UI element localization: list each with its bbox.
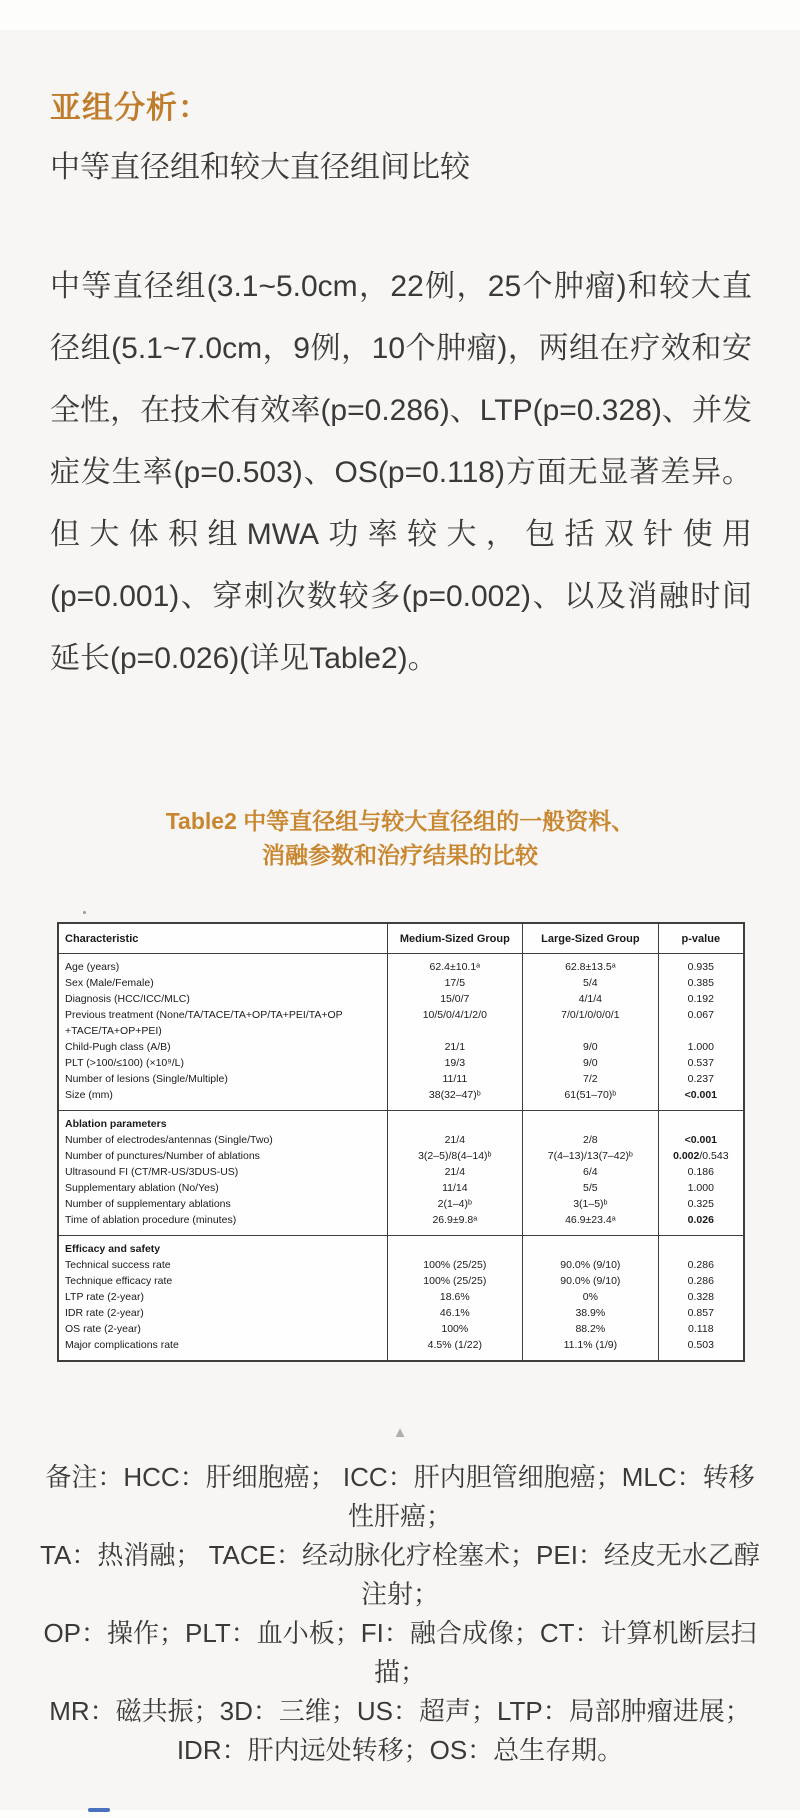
large-group-cell: 2/8: [523, 1132, 659, 1148]
large-group-cell: 38.9%: [523, 1305, 659, 1321]
medium-group-cell: 21/4: [387, 1132, 523, 1148]
characteristic-cell: Time of ablation procedure (minutes): [65, 1214, 237, 1226]
col-header-large-group: Large-Sized Group: [523, 923, 659, 954]
section-header-row: [58, 1111, 744, 1133]
medium-group-cell: 4.5% (1/22): [387, 1337, 523, 1361]
p-value-cell: 0.857: [658, 1305, 744, 1321]
medium-group-cell: 46.1%: [387, 1305, 523, 1321]
section-header-row: [58, 1236, 744, 1258]
large-group-cell: 5/5: [523, 1180, 659, 1196]
artifact-dot: [83, 911, 86, 914]
p-value-cell: 0.328: [658, 1289, 744, 1305]
characteristic-cell: Previous treatment (None/TA/TACE/TA+OP/TA+PEI/TA+OP +TACE/TA+OP+PEI): [65, 1009, 343, 1037]
p-value-cell: 1.000: [658, 1039, 744, 1055]
medium-group-cell: 11/14: [387, 1180, 523, 1196]
characteristic-cell: Number of lesions (Single/Multiple): [65, 1073, 228, 1085]
medium-group-cell: 21/4: [387, 1164, 523, 1180]
characteristic-cell: Age (years): [65, 961, 120, 973]
empty-cell: [658, 1236, 744, 1258]
p-value-cell: 0.385: [658, 975, 744, 991]
section-subtitle: 中等直径组和较大直径组间比较: [50, 151, 470, 184]
table-row: [58, 1321, 744, 1337]
large-group-cell: 7/0/1/0/0/0/1: [523, 1007, 659, 1039]
large-group-cell: 0%: [523, 1289, 659, 1305]
table-caption-line-1: Table2 中等直径组与较大直径组的一般资料、: [165, 808, 635, 834]
page-bottom-marker: [88, 1808, 110, 1812]
p-value-cell: 0.935: [658, 954, 744, 976]
footnote-line: IDR：肝内远处转移；OS：总生存期。: [176, 1735, 624, 1765]
characteristic-cell: Number of supplementary ablations: [65, 1198, 231, 1210]
characteristic-cell: Ultrasound FI (CT/MR-US/3DUS-US): [65, 1166, 239, 1178]
large-group-cell: 46.9±23.4ᵃ: [523, 1212, 659, 1236]
table-row: [58, 1289, 744, 1305]
table-row: [58, 1305, 744, 1321]
characteristic-cell: Technical success rate: [65, 1259, 171, 1271]
large-group-cell: 11.1% (1/9): [523, 1337, 659, 1361]
characteristic-cell: IDR rate (2-year): [65, 1307, 144, 1319]
empty-cell: [387, 1236, 523, 1258]
large-group-cell: 90.0% (9/10): [523, 1273, 659, 1289]
medium-group-cell: 17/5: [387, 975, 523, 991]
top-white-strip: [0, 0, 800, 30]
large-group-cell: 6/4: [523, 1164, 659, 1180]
empty-cell: [387, 1111, 523, 1133]
medium-group-cell: 38(32–47)ᵇ: [387, 1087, 523, 1111]
table2: [57, 922, 745, 1362]
col-header-medium-group: Medium-Sized Group: [387, 923, 523, 954]
empty-cell: [658, 1111, 744, 1133]
characteristic-cell: OS rate (2-year): [65, 1323, 141, 1335]
table-row: [58, 1039, 744, 1055]
table-row: [58, 954, 744, 976]
table-section: [58, 954, 744, 1111]
table-row: [58, 1180, 744, 1196]
medium-group-cell: 18.6%: [387, 1289, 523, 1305]
empty-cell: [523, 1111, 659, 1133]
characteristic-cell: Size (mm): [65, 1089, 113, 1101]
footnote-line: TA：热消融； TACE：经动脉化疗栓塞术；PEI：经皮无水乙醇注射；: [40, 1540, 760, 1609]
section-title: 亚组分析：: [50, 89, 210, 125]
medium-group-cell: 100% (25/25): [387, 1257, 523, 1273]
p-value-cell: 0.026: [658, 1212, 744, 1236]
col-header-p-value: p-value: [658, 923, 744, 954]
characteristic-cell: PLT (>100/≤100) (×10⁹/L): [65, 1057, 185, 1069]
table-row: [58, 1196, 744, 1212]
p-value-cell: 0.002/0.543: [658, 1148, 744, 1164]
medium-group-cell: 10/5/0/4/1/2/0: [387, 1007, 523, 1039]
table-row: [58, 1007, 744, 1039]
table-row: [58, 1164, 744, 1180]
table-section: [58, 1236, 744, 1362]
footnote-line: MR：磁共振；3D：三维；US：超声；LTP：局部肿瘤进展；: [49, 1696, 751, 1726]
characteristic-cell: Number of electrodes/antennas (Single/Two): [65, 1134, 273, 1146]
footnote-line: 备注：HCC：肝细胞癌； ICC：肝内胆管细胞癌；MLC：转移性肝癌；: [45, 1462, 755, 1531]
medium-group-cell: 26.9±9.8ᵃ: [387, 1212, 523, 1236]
characteristic-cell: LTP rate (2-year): [65, 1291, 144, 1303]
characteristic-cell: Major complications rate: [65, 1339, 179, 1351]
table-row: [58, 1337, 744, 1361]
medium-group-cell: 3(2–5)/8(4–14)ᵇ: [387, 1148, 523, 1164]
p-value-cell: <0.001: [658, 1132, 744, 1148]
table-row: [58, 1132, 744, 1148]
footnote-block: [35, 1458, 765, 1770]
table-caption: [0, 804, 800, 872]
large-group-cell: 9/0: [523, 1055, 659, 1071]
large-group-cell: 90.0% (9/10): [523, 1257, 659, 1273]
bottom-white-strip: [0, 1810, 800, 1818]
medium-group-cell: 62.4±10.1ᵃ: [387, 954, 523, 976]
empty-cell: [523, 1236, 659, 1258]
p-value-cell: 0.325: [658, 1196, 744, 1212]
medium-group-cell: 100% (25/25): [387, 1273, 523, 1289]
body-paragraph: 中等直径组(3.1~5.0cm，22例，25个肿瘤)和较大直径组(5.1~7.0cm，9例，10个肿瘤)，两组在疗效和安全性，在技术有效率(p=0.286)、LTP(p=0.328)、并发症发生率(p=0.503)、OS(p=0.118)方面无显著差异。但大体积组MWA功率较大，包括双针使用(p=0.001)、穿刺次数较多(p=0.002)、以及消融时间延长(p=0.026)(详见Table2)。: [50, 270, 752, 675]
table-header-row: [58, 923, 744, 954]
large-group-cell: 5/4: [523, 975, 659, 991]
medium-group-cell: 19/3: [387, 1055, 523, 1071]
table-row: [58, 1087, 744, 1111]
large-group-cell: 88.2%: [523, 1321, 659, 1337]
table-row: [58, 1212, 744, 1236]
characteristic-cell: Sex (Male/Female): [65, 977, 154, 989]
table-row: [58, 975, 744, 991]
large-group-cell: 7/2: [523, 1071, 659, 1087]
medium-group-cell: 100%: [387, 1321, 523, 1337]
table-row: [58, 1055, 744, 1071]
large-group-cell: 9/0: [523, 1039, 659, 1055]
p-value-cell: 0.118: [658, 1321, 744, 1337]
medium-group-cell: 15/0/7: [387, 991, 523, 1007]
table-row: [58, 1257, 744, 1273]
characteristic-cell: Technique efficacy rate: [65, 1275, 173, 1287]
characteristic-cell: Diagnosis (HCC/ICC/MLC): [65, 993, 190, 1005]
collapse-arrow-icon: ▲: [392, 1424, 408, 1441]
table-section: [58, 1111, 744, 1236]
table-row: [58, 1148, 744, 1164]
characteristic-cell: Number of punctures/Number of ablations: [65, 1150, 260, 1162]
p-value-cell: 0.067: [658, 1007, 744, 1039]
table-row: [58, 991, 744, 1007]
p-value-cell: 0.192: [658, 991, 744, 1007]
section-header-cell: Ablation parameters: [65, 1118, 167, 1130]
footnote-line: OP：操作；PLT：血小板；FI：融合成像；CT：计算机断层扫描；: [43, 1618, 757, 1687]
large-group-cell: 62.8±13.5ᵃ: [523, 954, 659, 976]
p-value-cell: <0.001: [658, 1087, 744, 1111]
section-header-cell: Efficacy and safety: [65, 1243, 161, 1255]
p-value-cell: 0.537: [658, 1055, 744, 1071]
p-value-cell: 1.000: [658, 1180, 744, 1196]
large-group-cell: 61(51–70)ᵇ: [523, 1087, 659, 1111]
p-value-cell: 0.286: [658, 1273, 744, 1289]
large-group-cell: 4/1/4: [523, 991, 659, 1007]
characteristic-cell: Child-Pugh class (A/B): [65, 1041, 171, 1053]
table-row: [58, 1071, 744, 1087]
p-value-cell: 0.237: [658, 1071, 744, 1087]
p-value-cell: 0.186: [658, 1164, 744, 1180]
medium-group-cell: 11/11: [387, 1071, 523, 1087]
characteristic-cell: Supplementary ablation (No/Yes): [65, 1182, 219, 1194]
col-header-characteristic: Characteristic: [58, 923, 387, 954]
table-caption-line-2: 消融参数和治疗结果的比较: [262, 842, 538, 868]
table-row: [58, 1273, 744, 1289]
p-value-cell: 0.503: [658, 1337, 744, 1361]
large-group-cell: 3(1–5)ᵇ: [523, 1196, 659, 1212]
medium-group-cell: 2(1–4)ᵇ: [387, 1196, 523, 1212]
p-value-cell: 0.286: [658, 1257, 744, 1273]
medium-group-cell: 21/1: [387, 1039, 523, 1055]
large-group-cell: 7(4–13)/13(7–42)ᵇ: [523, 1148, 659, 1164]
